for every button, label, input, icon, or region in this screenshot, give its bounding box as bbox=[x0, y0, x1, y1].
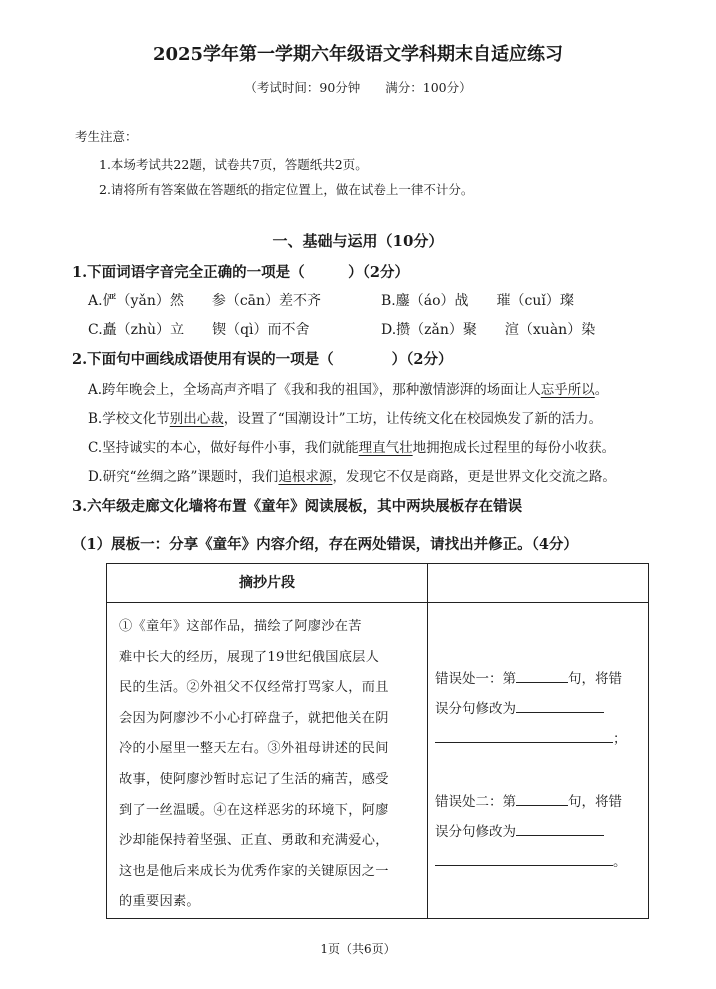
error-1-fix-line-2 bbox=[435, 727, 627, 747]
error-1-fix-line bbox=[435, 697, 604, 717]
page-title: 2025学年第一学期六年级语文学科期末自适应练习 bbox=[152, 44, 564, 65]
question-2-stem: 2.下面句中画线成语使用有误的一项是（ ）（2分） bbox=[72, 351, 453, 368]
q2-a-idiom: 忘乎所以 bbox=[540, 382, 595, 398]
q2-a-text: A.跨年晚会上，全场高声齐唱了《我和我的祖国》，那种激情澎湃的场面让人 bbox=[88, 382, 541, 398]
table-header-divider bbox=[107, 602, 648, 603]
semicolon-mark: ； bbox=[613, 731, 627, 747]
q1-option-d: D.攒（zǎn）聚 渲（xuàn）染 bbox=[381, 322, 596, 338]
error-2-line bbox=[435, 790, 622, 810]
error-2-fix-blank[interactable] bbox=[516, 821, 604, 836]
error-1-label: 错误处一：第 bbox=[435, 671, 516, 687]
section-heading: 一、基础与运用（10分） bbox=[272, 232, 444, 250]
q1-option-a: A.俨（yǎn）然 参（cān）差不齐 bbox=[88, 293, 322, 309]
error-2-fix-blank-2[interactable] bbox=[435, 851, 613, 866]
notice-heading: 考生注意： bbox=[75, 129, 138, 144]
passage-line: 故事，使阿廖沙暂时忘记了生活的痛苦，感受 bbox=[119, 771, 389, 787]
q2-d-text: D.研究“丝绸之路”课题时，我们 bbox=[88, 469, 279, 485]
question-3-stem: 3.六年级走廊文化墙将布置《童年》阅读展板，其中两块展板存在错误 bbox=[72, 498, 523, 515]
passage-line: 冷的小屋里一整天左右。③外祖母讲述的民间 bbox=[119, 741, 389, 757]
error-1-fix-label: 误分句修改为 bbox=[435, 701, 516, 717]
q2-option-b bbox=[88, 407, 602, 427]
q2-d-idiom: 追根求源 bbox=[278, 469, 333, 485]
q2-c-idiom: 理直气壮 bbox=[358, 440, 413, 456]
q2-c-text: C.坚持诚实的本心，做好每件小事，我们就能 bbox=[88, 440, 359, 456]
passage-line: 沙却能保持着坚强、正直、勇敢和充满爱心， bbox=[119, 833, 389, 849]
error-2-fix-line-2 bbox=[435, 850, 627, 870]
question-3-sub-1: （1）展板一：分享《童年》内容介绍，存在两处错误，请找出并修正。（4分） bbox=[72, 536, 578, 553]
error-2-sentence-blank[interactable] bbox=[516, 791, 568, 806]
q2-d-end: ，发现它不仅是商路，更是世界文化交流之路。 bbox=[332, 469, 616, 485]
error-2-label: 错误处二：第 bbox=[435, 794, 516, 810]
page-footer: 1页（共6页） bbox=[320, 942, 396, 956]
q2-option-c bbox=[88, 436, 615, 456]
q2-option-d bbox=[88, 465, 616, 485]
notice-item-2: 2.请将所有答案做在答题纸的指定位置上，做在试卷上一律不计分。 bbox=[99, 182, 474, 197]
q2-b-idiom: 别出心裁 bbox=[169, 411, 224, 427]
table-column-divider bbox=[427, 564, 428, 918]
table-header-excerpt: 摘抄片段 bbox=[239, 575, 295, 591]
passage-line: 民的生活。②外祖父不仅经常打骂家人，而且 bbox=[119, 680, 389, 696]
q2-b-end: ，设置了“国潮设计”工坊，让传统文化在校园焕发了新的活力。 bbox=[223, 411, 603, 427]
q2-a-end: 。 bbox=[594, 382, 609, 398]
passage-line: 这也是他后来成长为优秀作家的关键原因之一 bbox=[119, 863, 389, 879]
q2-c-end: 地拥抱成长过程里的每份小收获。 bbox=[412, 440, 616, 456]
passage-line: 到了一丝温暖。④在这样恶劣的环境下，阿廖 bbox=[119, 802, 389, 818]
passage-line: 的重要因素。 bbox=[119, 894, 200, 910]
notice-item-1: 1.本场考试共22题，试卷共7页，答题纸共2页。 bbox=[99, 157, 368, 172]
error-1-fix-blank[interactable] bbox=[516, 698, 604, 713]
excerpt-passage bbox=[119, 612, 419, 918]
q2-option-a bbox=[88, 378, 608, 398]
error-2-fix-label: 误分句修改为 bbox=[435, 824, 516, 840]
error-1-line bbox=[435, 667, 622, 687]
error-1-suffix: 句，将错 bbox=[568, 671, 622, 687]
q2-b-text: B.学校文化节 bbox=[88, 411, 170, 427]
error-2-fix-line bbox=[435, 820, 604, 840]
exam-info: （考试时间：90分钟 满分：100分） bbox=[244, 80, 472, 95]
period-mark: 。 bbox=[613, 854, 627, 870]
error-1-sentence-blank[interactable] bbox=[516, 668, 568, 683]
error-1-fix-blank-2[interactable] bbox=[435, 728, 613, 743]
q1-option-b: B.鏖（áo）战 璀（cuǐ）璨 bbox=[381, 293, 574, 309]
question-1-stem: 1.下面词语字音完全正确的一项是（ ）（2分） bbox=[72, 264, 409, 281]
q1-option-c: C.矗（zhù）立 锲（qì）而不舍 bbox=[88, 322, 310, 338]
error-2-suffix: 句，将错 bbox=[568, 794, 622, 810]
passage-line: ①《童年》这部作品，描绘了阿廖沙在苦 bbox=[119, 619, 362, 634]
passage-line: 难中长大的经历，展现了19世纪俄国底层人 bbox=[119, 649, 380, 665]
display-board-table bbox=[106, 563, 649, 919]
passage-line: 会因为阿廖沙不小心打碎盘子，就把他关在阴 bbox=[119, 710, 389, 726]
